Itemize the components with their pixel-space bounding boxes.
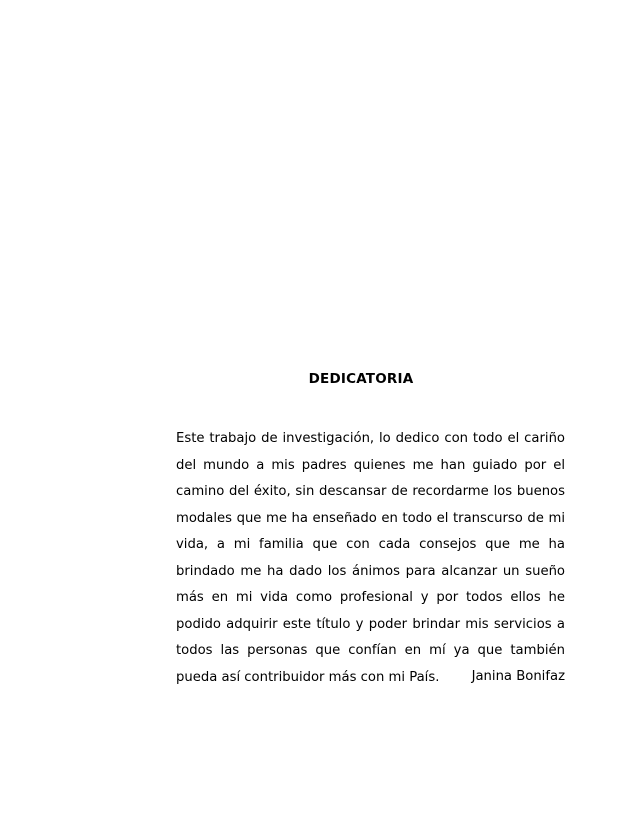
- paragraph-line: brindado me ha dado los ánimos para alcanzar un sueño: [176, 563, 565, 579]
- paragraph-line: más en mi vida como profesional y por todos ellos he: [176, 590, 565, 605]
- paragraph-line: Este trabajo de investigación, lo dedico con todo el cariño: [176, 431, 565, 446]
- author-signature: Janina Bonifaz: [471, 669, 565, 684]
- dedication-paragraph: [176, 426, 565, 691]
- page-title: DEDICATORIA: [308, 371, 414, 387]
- paragraph-line: del mundo a mis padres quienes me han guiado por el: [176, 457, 565, 473]
- paragraph-line: modales que me ha enseñado en todo el transcurso de mi: [176, 510, 565, 526]
- paragraph-line: todos las personas que confían en mí ya que también: [176, 643, 565, 658]
- paragraph-line: pueda así contribuidor más con mi País.: [176, 669, 440, 685]
- paragraph-line: podido adquirir este título y poder brindar mis servicios a: [176, 616, 565, 632]
- paragraph-line: vida, a mi familia que con cada consejos que me ha: [176, 537, 565, 552]
- paragraph-line: camino del éxito, sin descansar de recordarme los buenos: [176, 484, 565, 499]
